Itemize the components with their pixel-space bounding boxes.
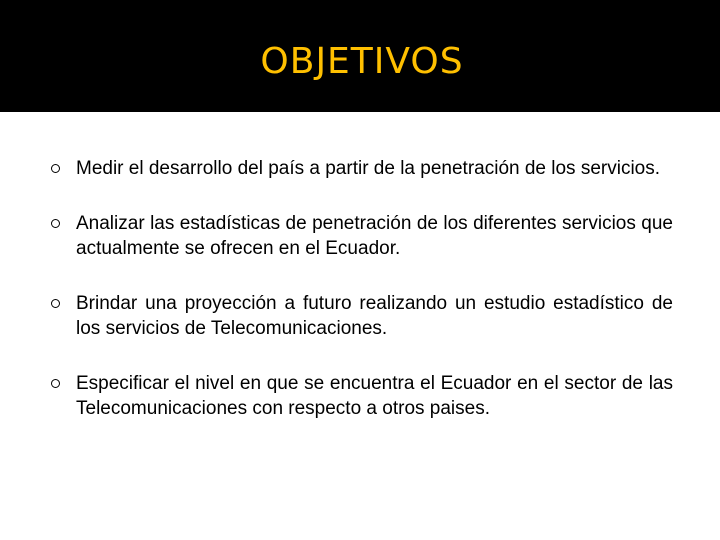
objectives-list [51, 156, 673, 451]
hollow-circle-icon [51, 219, 60, 228]
title-bar [0, 0, 720, 112]
list-item [51, 211, 673, 261]
list-item [51, 291, 673, 341]
list-item-text: Medir el desarrollo del país a partir de la penetración de los servicios. [76, 158, 661, 179]
list-item [51, 371, 673, 421]
slide-title: OBJETIVOS [260, 41, 464, 82]
list-item-text: Analizar las estadísticas de penetración de los diferentes servicios que actualmente se ofrecen en el Ecuador. [76, 213, 673, 259]
hollow-circle-icon [51, 299, 60, 308]
list-item-text: Brindar una proyección a futuro realizando un estudio estadístico de los servicios de Telecomunicaciones. [76, 293, 673, 339]
list-item [51, 156, 673, 181]
hollow-circle-icon [51, 164, 60, 173]
hollow-circle-icon [51, 379, 60, 388]
list-item-text: Especificar el nivel en que se encuentra el Ecuador en el sector de las Telecomunicaciones con respecto a otros paises. [76, 373, 673, 419]
